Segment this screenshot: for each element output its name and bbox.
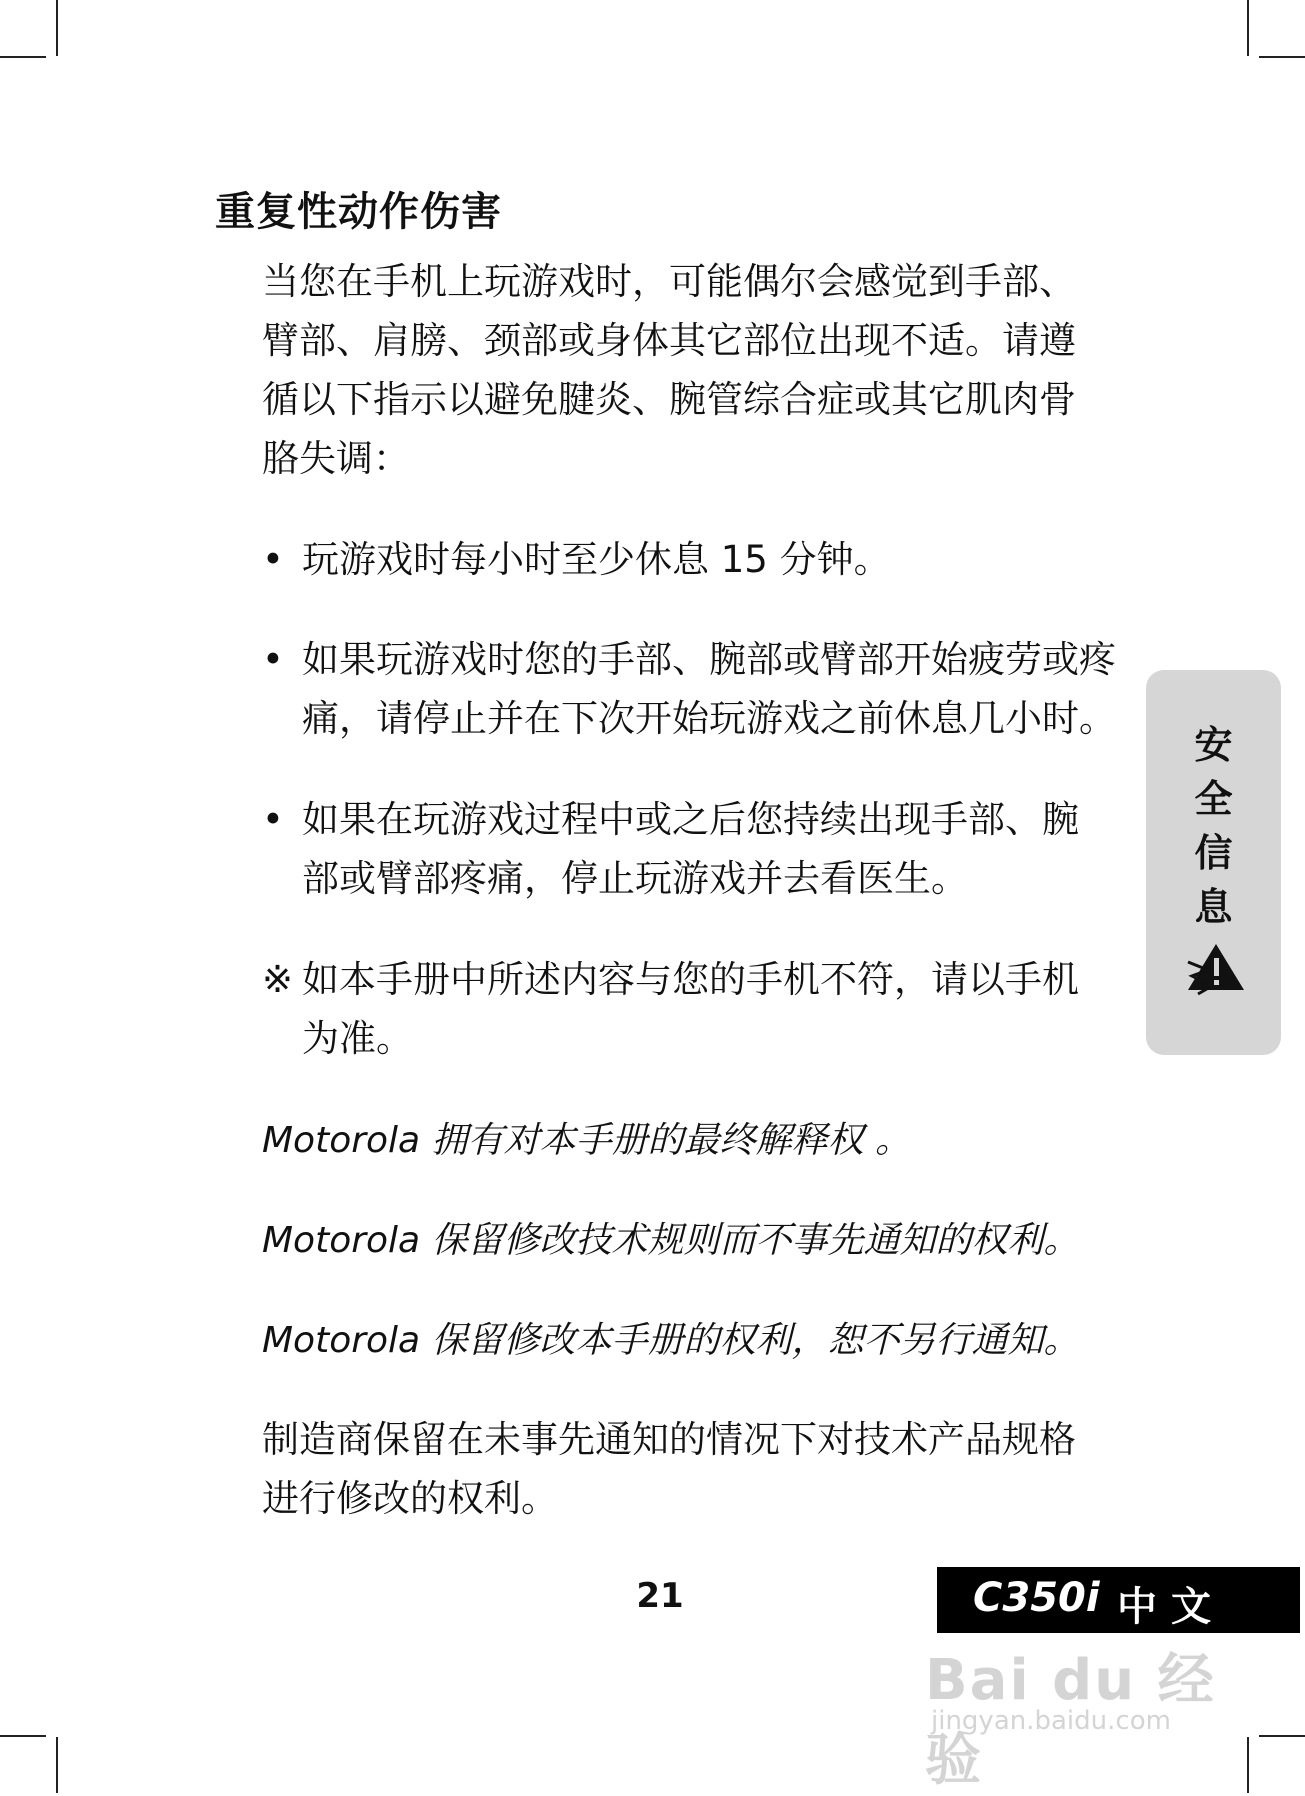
manufacturer-paragraph (262, 1410, 1122, 1528)
note-line: 为准。 (302, 1017, 413, 1060)
disclaimer-line: Motorola 保留修改技术规则而不事先通知的权利。 (262, 1220, 1080, 1261)
manufacturer-line: 制造商保留在未事先通知的情况下对技术产品规格 (262, 1418, 1076, 1461)
crop-mark (0, 1735, 46, 1737)
page-number: 21 (636, 1576, 684, 1616)
watermark-url: jingyan.baidu.com (931, 1706, 1171, 1736)
list-item-line: 如果在玩游戏过程中或之后您持续出现手部、腕 (302, 798, 1079, 841)
list-item-line: 如果玩游戏时您的手部、腕部或臂部开始疲劳或疼 (302, 638, 1116, 681)
list-item-line: 痛，请停止并在下次开始玩游戏之前休息几小时。 (302, 697, 1116, 740)
watermark (925, 1636, 1235, 1793)
list-item-line: 部或臂部疼痛，停止玩游戏并去看医生。 (302, 857, 968, 900)
list-item (262, 630, 1122, 748)
crop-mark (0, 56, 46, 58)
intro-line: 当您在手机上玩游戏时，可能偶尔会感觉到手部、 (262, 260, 1076, 303)
list-item (262, 530, 1122, 589)
side-tab-char: 信 (1194, 830, 1233, 875)
crop-mark (1259, 56, 1305, 58)
intro-line: 循以下指示以避免腱炎、腕管综合症或其它肌肉骨 (262, 378, 1076, 421)
note-line: 如本手册中所述内容与您的手机不符，请以手机 (302, 958, 1079, 1001)
intro-line: 胳失调： (262, 437, 410, 480)
section-side-tab (1146, 670, 1281, 1055)
disclaimer-line: Motorola 保留修改本手册的权利，恕不另行通知。 (262, 1320, 1080, 1361)
bullet-icon: • (262, 798, 284, 841)
model-badge (937, 1567, 1300, 1633)
bullet-icon: • (262, 638, 284, 681)
list-item (262, 790, 1122, 908)
side-tab-char: 安 (1194, 722, 1233, 767)
crop-mark (1259, 1735, 1305, 1737)
side-tab-label (1146, 718, 1281, 934)
bullet-icon: • (262, 538, 284, 581)
list-item-line: 玩游戏时每小时至少休息 15 分钟。 (302, 538, 891, 581)
section-heading: 重复性动作伤害 (215, 188, 502, 235)
language-label: 中文 (1117, 1584, 1225, 1630)
intro-paragraph (262, 252, 1122, 488)
warning-lightning-icon (1186, 940, 1248, 996)
crop-mark (1247, 1737, 1249, 1793)
crop-mark (56, 0, 58, 56)
manufacturer-line: 进行修改的权利。 (262, 1477, 558, 1520)
intro-line: 臂部、肩膀、颈部或身体其它部位出现不适。请遵 (262, 319, 1076, 362)
crop-mark (1247, 0, 1249, 56)
note-paragraph (262, 950, 1122, 1068)
disclaimer-line: Motorola 拥有对本手册的最终解释权 。 (262, 1120, 912, 1161)
side-tab-char: 全 (1194, 776, 1233, 821)
side-tab-char: 息 (1194, 884, 1233, 929)
model-name: C350i (973, 1575, 1100, 1621)
reference-mark-icon: ※ (262, 958, 294, 1001)
watermark-logo: Bai du 经验 (925, 1648, 1216, 1793)
crop-mark (56, 1737, 58, 1793)
